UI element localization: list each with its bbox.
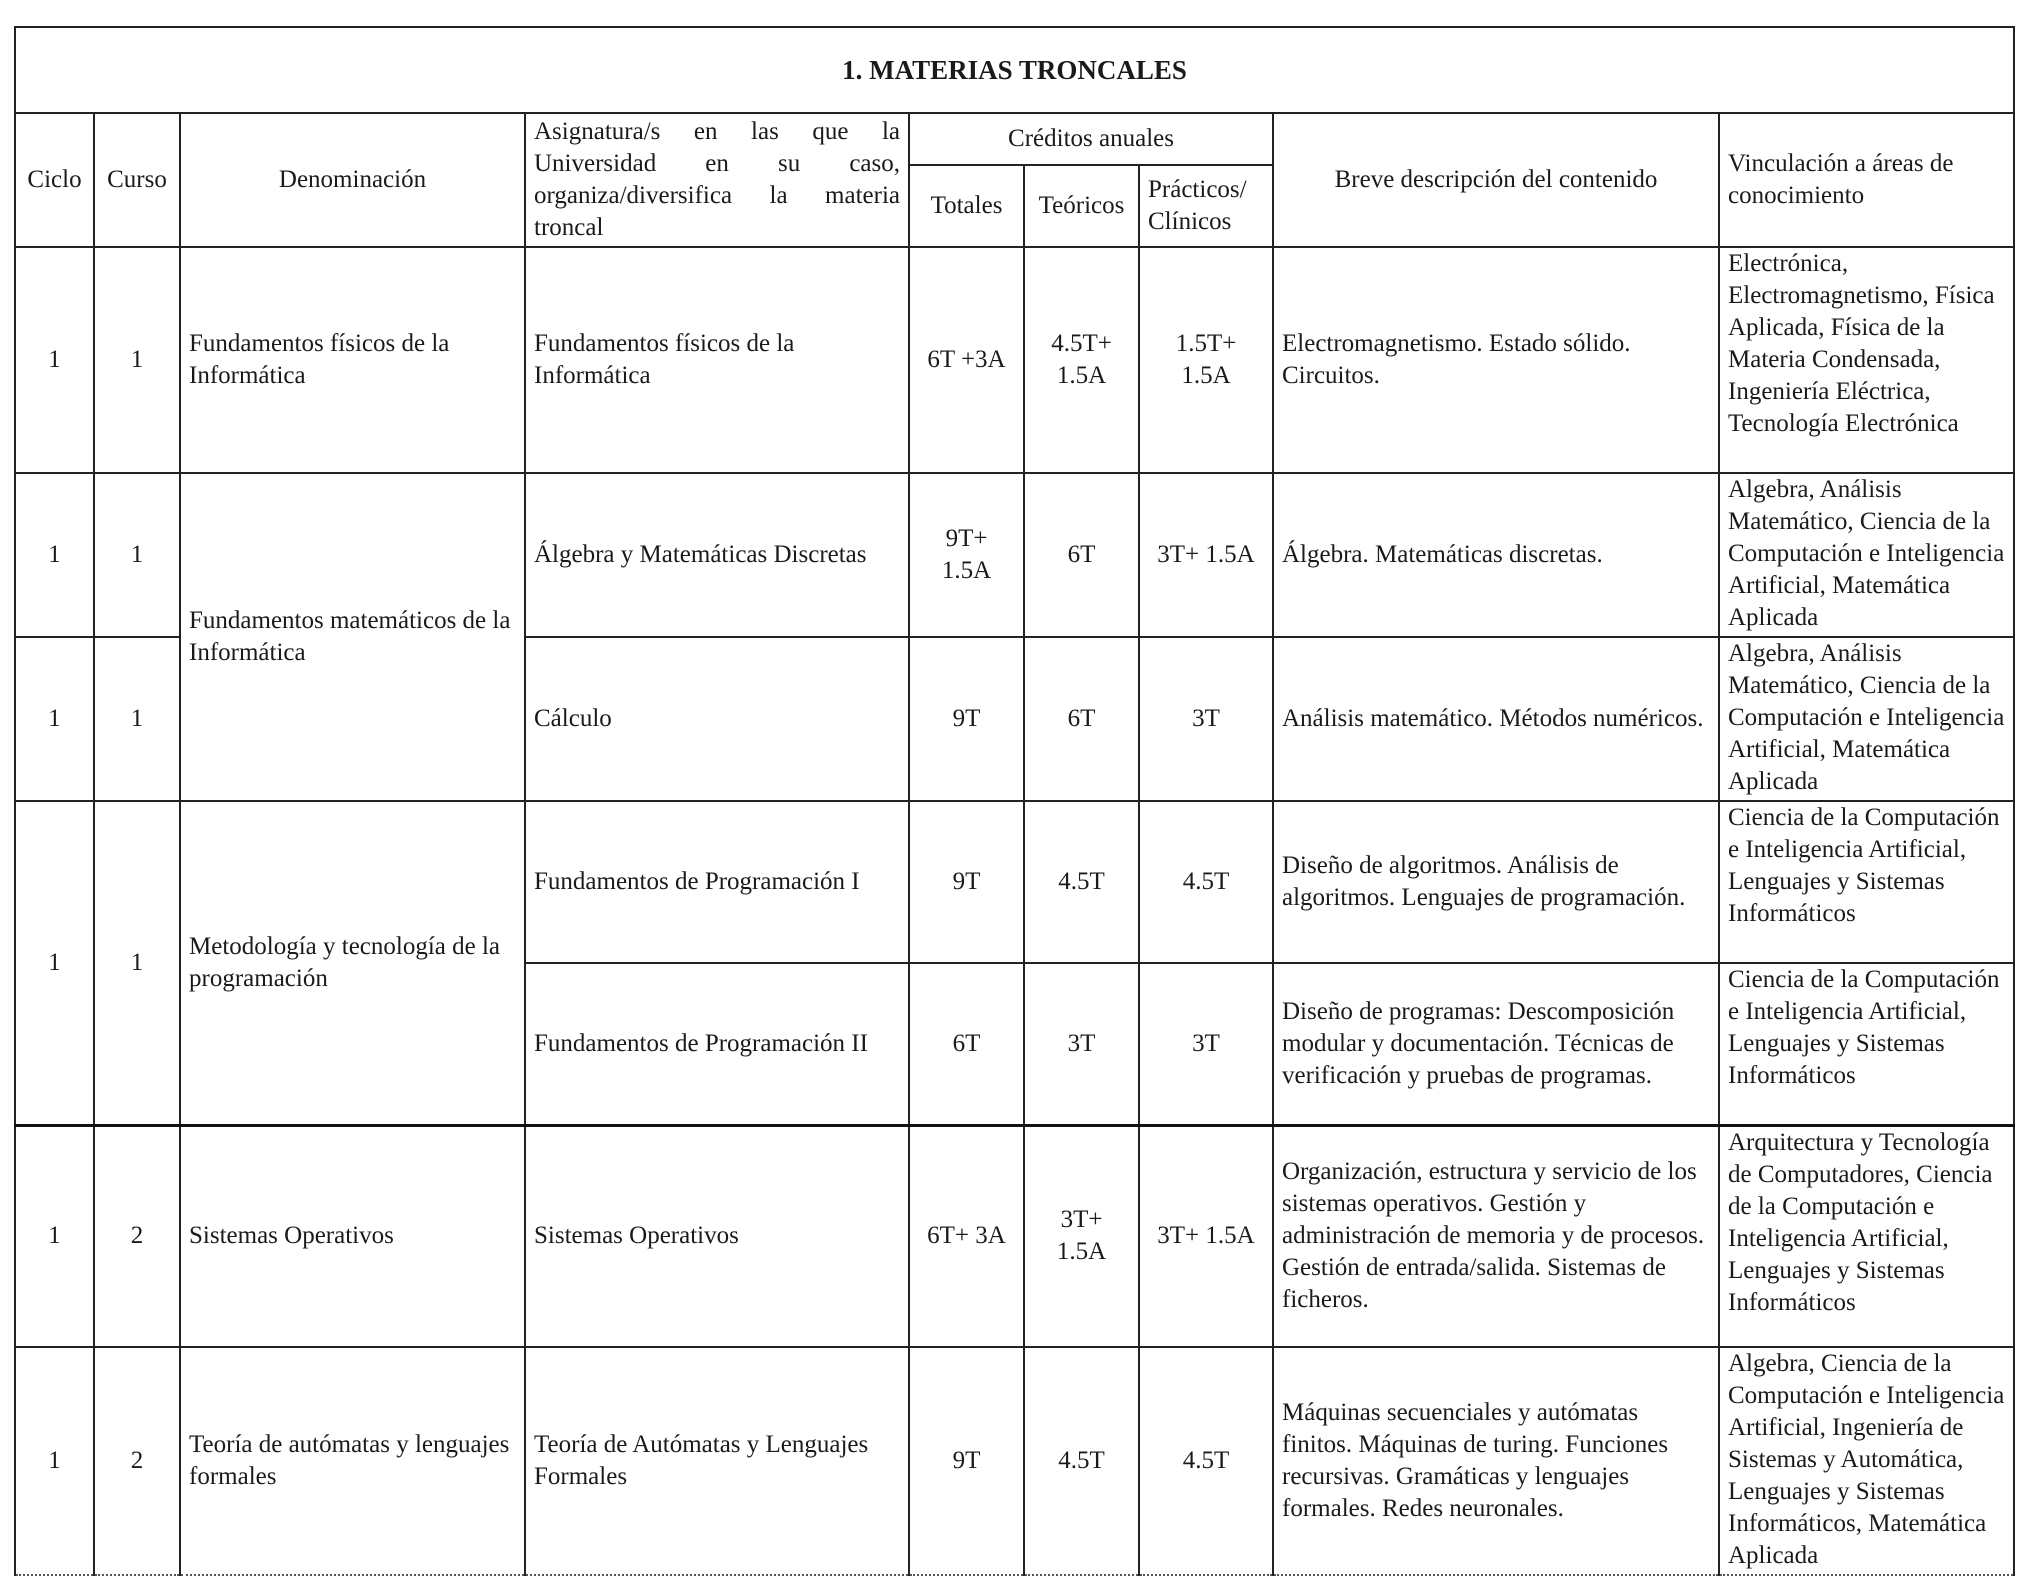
cell-totales: 9T <box>909 801 1024 963</box>
cell-curso: 1 <box>94 801 180 1125</box>
cell-descripcion: Organización, estructura y servicio de los sistemas operativos. Gestión y administración de memoria y de procesos. Gestión de entrada/salida. Sistemas de ficheros. <box>1273 1125 1719 1347</box>
cell-practicos: 4.5T <box>1139 1347 1273 1575</box>
cell-curso: 1 <box>94 637 180 801</box>
table-row <box>15 801 2014 963</box>
header-curso: Curso <box>94 113 180 247</box>
cell-teoricos: 6T <box>1024 473 1139 637</box>
header-denominacion: Denominación <box>180 113 525 247</box>
cell-totales: 6T+ 3A <box>909 1125 1024 1347</box>
cell-totales: 6T <box>909 963 1024 1125</box>
cell-ciclo: 1 <box>15 637 94 801</box>
cell-ciclo: 1 <box>15 247 94 473</box>
cell-ciclo: 1 <box>15 801 94 1125</box>
table-title: 1. MATERIAS TRONCALES <box>15 27 2014 113</box>
cell-teoricos: 3T+ 1.5A <box>1024 1125 1139 1347</box>
cell-denominacion: Teoría de autómatas y lenguajes formales <box>180 1347 525 1575</box>
cell-areas: Ciencia de la Computación e Inteligencia Artificial, Lenguajes y Sistemas Informáticos <box>1719 963 2014 1125</box>
cell-curso: 2 <box>94 1125 180 1347</box>
header-asignaturas: Asignatura/s en las que la Universidad en su caso, organiza/diversifica la materia troncal <box>525 113 909 247</box>
cell-descripcion: Electromagnetismo. Estado sólido. Circuitos. <box>1273 247 1719 473</box>
cell-curso: 2 <box>94 1347 180 1575</box>
header-totales: Totales <box>909 165 1024 247</box>
cell-teoricos: 4.5T+ 1.5A <box>1024 247 1139 473</box>
cell-teoricos: 6T <box>1024 637 1139 801</box>
cell-teoricos: 4.5T <box>1024 1347 1139 1575</box>
cell-curso: 1 <box>94 473 180 637</box>
cell-areas: Electrónica, Electromagnetismo, Física Aplicada, Física de la Materia Condensada, Ingeniería Eléctrica, Tecnología Electrónica <box>1719 247 2014 473</box>
cell-denominacion: Fundamentos físicos de la Informática <box>180 247 525 473</box>
cell-curso: 1 <box>94 247 180 473</box>
cell-teoricos: 4.5T <box>1024 801 1139 963</box>
cell-denominacion: Metodología y tecnología de la programación <box>180 801 525 1125</box>
cell-practicos: 3T <box>1139 963 1273 1125</box>
materias-troncales-table <box>14 26 2015 1576</box>
cell-areas: Algebra, Análisis Matemático, Ciencia de la Computación e Inteligencia Artificial, Matemática Aplicada <box>1719 637 2014 801</box>
cell-totales: 9T <box>909 1347 1024 1575</box>
cell-practicos: 3T+ 1.5A <box>1139 1125 1273 1347</box>
cell-teoricos: 3T <box>1024 963 1139 1125</box>
table-row <box>15 1347 2014 1575</box>
cell-practicos: 3T <box>1139 637 1273 801</box>
cell-asignatura: Álgebra y Matemáticas Discretas <box>525 473 909 637</box>
header-vinculacion: Vinculación a áreas de conocimiento <box>1719 113 2014 247</box>
header-teoricos: Teóricos <box>1024 165 1139 247</box>
cell-asignatura: Fundamentos de Programación I <box>525 801 909 963</box>
cell-descripcion: Álgebra. Matemáticas discretas. <box>1273 473 1719 637</box>
header-ciclo: Ciclo <box>15 113 94 247</box>
cell-areas: Algebra, Ciencia de la Computación e Inteligencia Artificial, Ingeniería de Sistemas y Automática, Lenguajes y Sistemas Informáticos, Matemática Aplicada <box>1719 1347 2014 1575</box>
header-descripcion: Breve descripción del contenido <box>1273 113 1719 247</box>
table-row <box>15 247 2014 473</box>
header-creditos: Créditos anuales <box>909 113 1273 165</box>
cell-practicos: 4.5T <box>1139 801 1273 963</box>
cell-areas: Ciencia de la Computación e Inteligencia Artificial, Lenguajes y Sistemas Informáticos <box>1719 801 2014 963</box>
cell-descripcion: Diseño de algoritmos. Análisis de algoritmos. Lenguajes de programación. <box>1273 801 1719 963</box>
cell-descripcion: Diseño de programas: Descomposición modular y documentación. Técnicas de verificación y pruebas de programas. <box>1273 963 1719 1125</box>
cell-denominacion: Sistemas Operativos <box>180 1125 525 1347</box>
header-practicos: Prácticos/ Clínicos <box>1139 165 1273 247</box>
cell-asignatura: Fundamentos físicos de la Informática <box>525 247 909 473</box>
cell-totales: 9T+ 1.5A <box>909 473 1024 637</box>
cell-denominacion: Fundamentos matemáticos de la Informática <box>180 473 525 801</box>
cell-descripcion: Análisis matemático. Métodos numéricos. <box>1273 637 1719 801</box>
cell-areas: Arquitectura y Tecnología de Computadores, Ciencia de la Computación e Inteligencia Artificial, Lenguajes y Sistemas Informáticos <box>1719 1125 2014 1347</box>
cell-descripcion: Máquinas secuenciales y autómatas finitos. Máquinas de turing. Funciones recursivas. Gramáticas y lenguajes formales. Redes neuronales. <box>1273 1347 1719 1575</box>
cell-practicos: 3T+ 1.5A <box>1139 473 1273 637</box>
cell-ciclo: 1 <box>15 1125 94 1347</box>
cell-ciclo: 1 <box>15 473 94 637</box>
cell-asignatura: Fundamentos de Programación II <box>525 963 909 1125</box>
cell-totales: 9T <box>909 637 1024 801</box>
cell-asignatura: Cálculo <box>525 637 909 801</box>
cell-asignatura: Teoría de Autómatas y Lenguajes Formales <box>525 1347 909 1575</box>
cell-totales: 6T +3A <box>909 247 1024 473</box>
table-row <box>15 473 2014 637</box>
cell-practicos: 1.5T+ 1.5A <box>1139 247 1273 473</box>
table-row <box>15 1125 2014 1347</box>
cell-ciclo: 1 <box>15 1347 94 1575</box>
cell-areas: Algebra, Análisis Matemático, Ciencia de la Computación e Inteligencia Artificial, Matemática Aplicada <box>1719 473 2014 637</box>
cell-asignatura: Sistemas Operativos <box>525 1125 909 1347</box>
